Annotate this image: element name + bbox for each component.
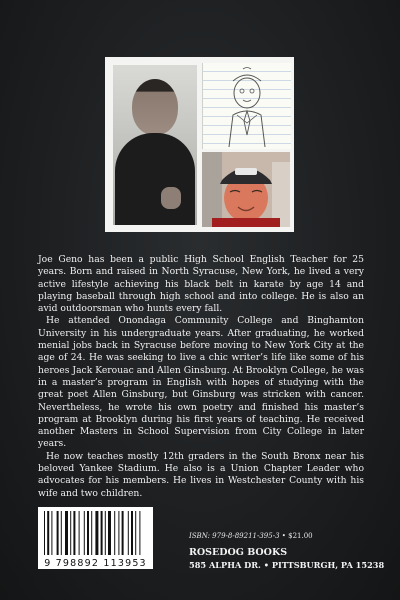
author-portrait-photo — [113, 65, 197, 225]
barcode-number: 9 798892 113953 — [44, 558, 147, 569]
publisher-name: ROSEDOG BOOKS — [189, 547, 288, 558]
isbn-label: ISBN: 979-8-89211-395-3 — [189, 532, 280, 540]
publisher-address: 585 ALPHA DR. • PITTSBURGH, PA 15238 — [189, 560, 385, 570]
isbn-barcode — [38, 507, 153, 569]
price: $21.00 — [288, 532, 313, 540]
bio-paragraph: He now teaches mostly 12th graders in the South Bronx near his beloved Yankee Stadium. He also is a Union Chapter Leader who advocates for his members. He lives in Westchester County with his wife and two children. — [38, 450, 364, 499]
bio-paragraph: He attended Onondaga Community College and Binghamton University in his undergraduate years. After graduating, he worked menial jobs back in Syracuse before moving to New York City at the age of 24. He was seeking to live a chic writer’s life like some of his heroes Jack Kerouac and Allen Ginsburg. At Brooklyn College, he was in a master’s program in English with hopes of studying with the great poet Allen Ginsburg, but Ginsburg was stricken with cancer. Nevertheless, he wrote his own poetry and finished his master’s program at Brooklyn during his first years of teaching. He received another Masters in School Supervision from City College in later years. — [38, 315, 364, 450]
author-sketch-drawing — [202, 63, 291, 149]
isbn-separator: • — [281, 532, 286, 540]
author-photo-collage — [105, 57, 294, 232]
author-selfie-photo — [202, 152, 290, 227]
bio-paragraph: Joe Geno has been a public High School English Teacher for 25 years. Born and raised in North Syracuse, New York, he lived a very active lifestyle achieving his black belt in karate by age 14 and playing baseball through high school and into college. He is also an avid outdoorsman who hunts every fall. — [38, 254, 364, 315]
barcode-bars — [42, 511, 149, 557]
author-biography — [38, 254, 364, 500]
isbn-line — [189, 532, 313, 540]
